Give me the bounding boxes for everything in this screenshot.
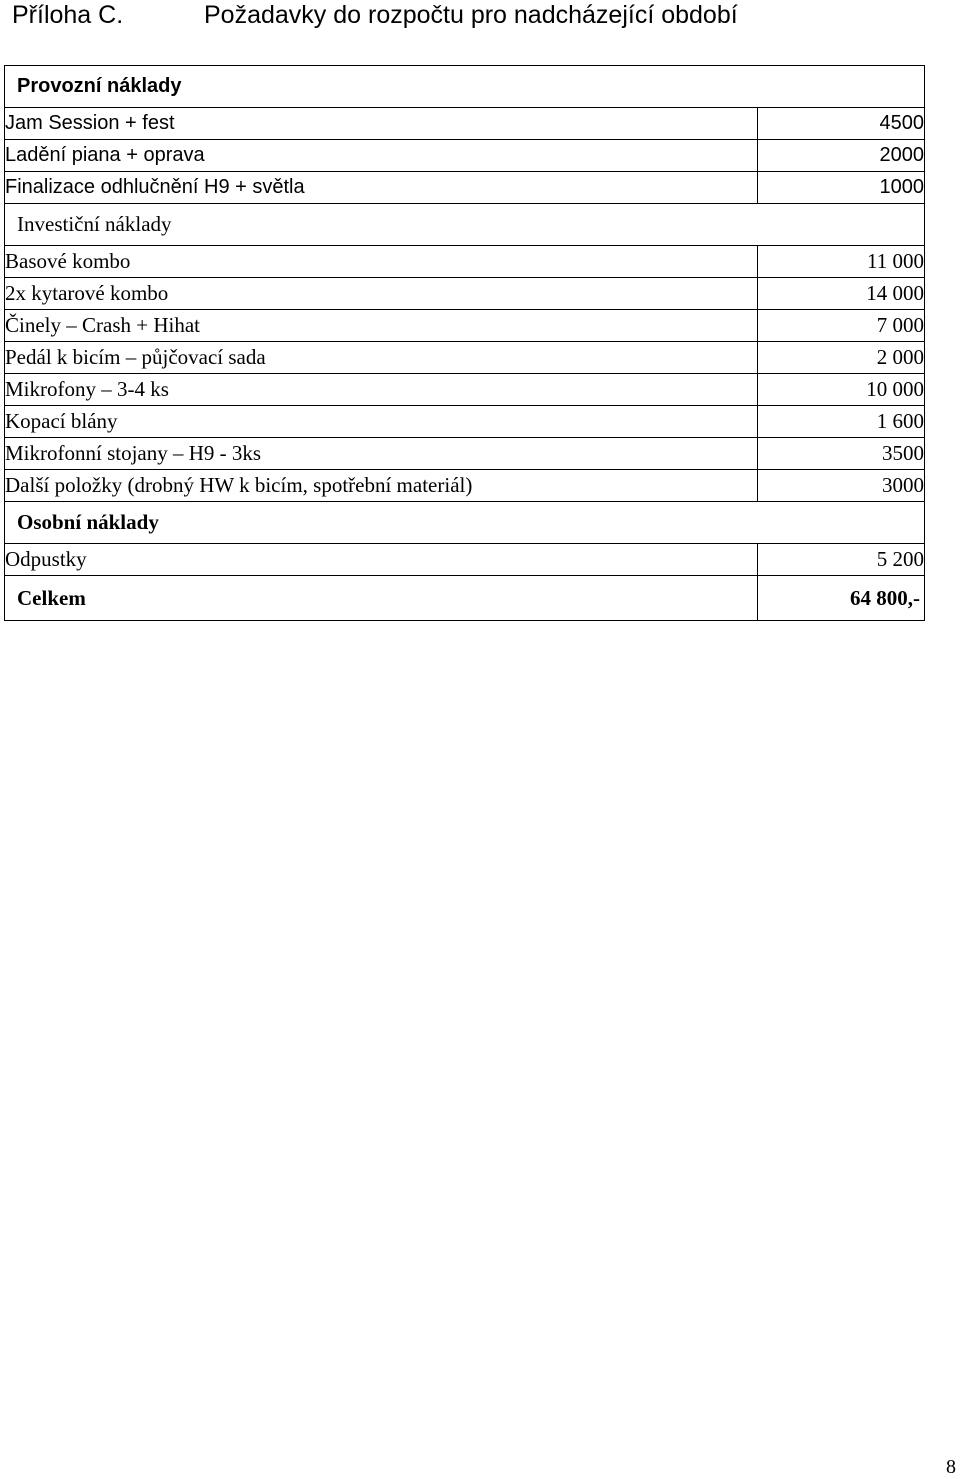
item-label: Mikrofony – 3-4 ks: [5, 374, 758, 406]
item-label: 2x kytarové kombo: [5, 278, 758, 310]
table-row: [5, 140, 925, 172]
item-label: Finalizace odhlučnění H9 + světla: [5, 172, 758, 204]
item-label: Ladění piana + oprava: [5, 140, 758, 172]
appendix-label: Příloha C.: [12, 1, 124, 29]
section-heading: Osobní náklady: [5, 502, 925, 544]
item-amount: 5 200: [758, 544, 925, 576]
item-amount: 2000: [758, 140, 925, 172]
item-amount: 10 000: [758, 374, 925, 406]
item-label: Jam Session + fest: [5, 108, 758, 140]
total-row: [5, 576, 925, 621]
table-row: [5, 172, 925, 204]
table-row: [5, 246, 925, 278]
table-row: [5, 278, 925, 310]
table-row: [5, 342, 925, 374]
item-amount: 3500: [758, 438, 925, 470]
section-operating: [5, 66, 925, 108]
item-amount: 14 000: [758, 278, 925, 310]
item-amount: 1000: [758, 172, 925, 204]
item-label: Basové kombo: [5, 246, 758, 278]
item-label: Pedál k bicím – půjčovací sada: [5, 342, 758, 374]
item-amount: 1 600: [758, 406, 925, 438]
table-row: [5, 406, 925, 438]
item-amount: 7 000: [758, 310, 925, 342]
total-amount: 64 800,-: [758, 576, 925, 621]
item-amount: 4500: [758, 108, 925, 140]
section-investment: [5, 204, 925, 246]
table-row: [5, 374, 925, 406]
section-heading: Provozní náklady: [5, 66, 925, 108]
table-row: [5, 470, 925, 502]
item-label: Další položky (drobný HW k bicím, spotřební materiál): [5, 470, 758, 502]
item-label: Mikrofonní stojany – H9 - 3ks: [5, 438, 758, 470]
item-amount: 11 000: [758, 246, 925, 278]
table-row: [5, 310, 925, 342]
total-label: Celkem: [5, 576, 758, 621]
document-title: Požadavky do rozpočtu pro nadcházející období: [204, 1, 738, 29]
page-title: [12, 0, 738, 30]
budget-table: [4, 65, 925, 621]
table-row: [5, 438, 925, 470]
item-label: Činely – Crash + Hihat: [5, 310, 758, 342]
table-row: [5, 544, 925, 576]
item-amount: 2 000: [758, 342, 925, 374]
section-personal: [5, 502, 925, 544]
item-amount: 3000: [758, 470, 925, 502]
page-number: 8: [946, 1456, 956, 1478]
section-heading: Investiční náklady: [5, 204, 925, 246]
item-label: Kopací blány: [5, 406, 758, 438]
table-row: [5, 108, 925, 140]
item-label: Odpustky: [5, 544, 758, 576]
